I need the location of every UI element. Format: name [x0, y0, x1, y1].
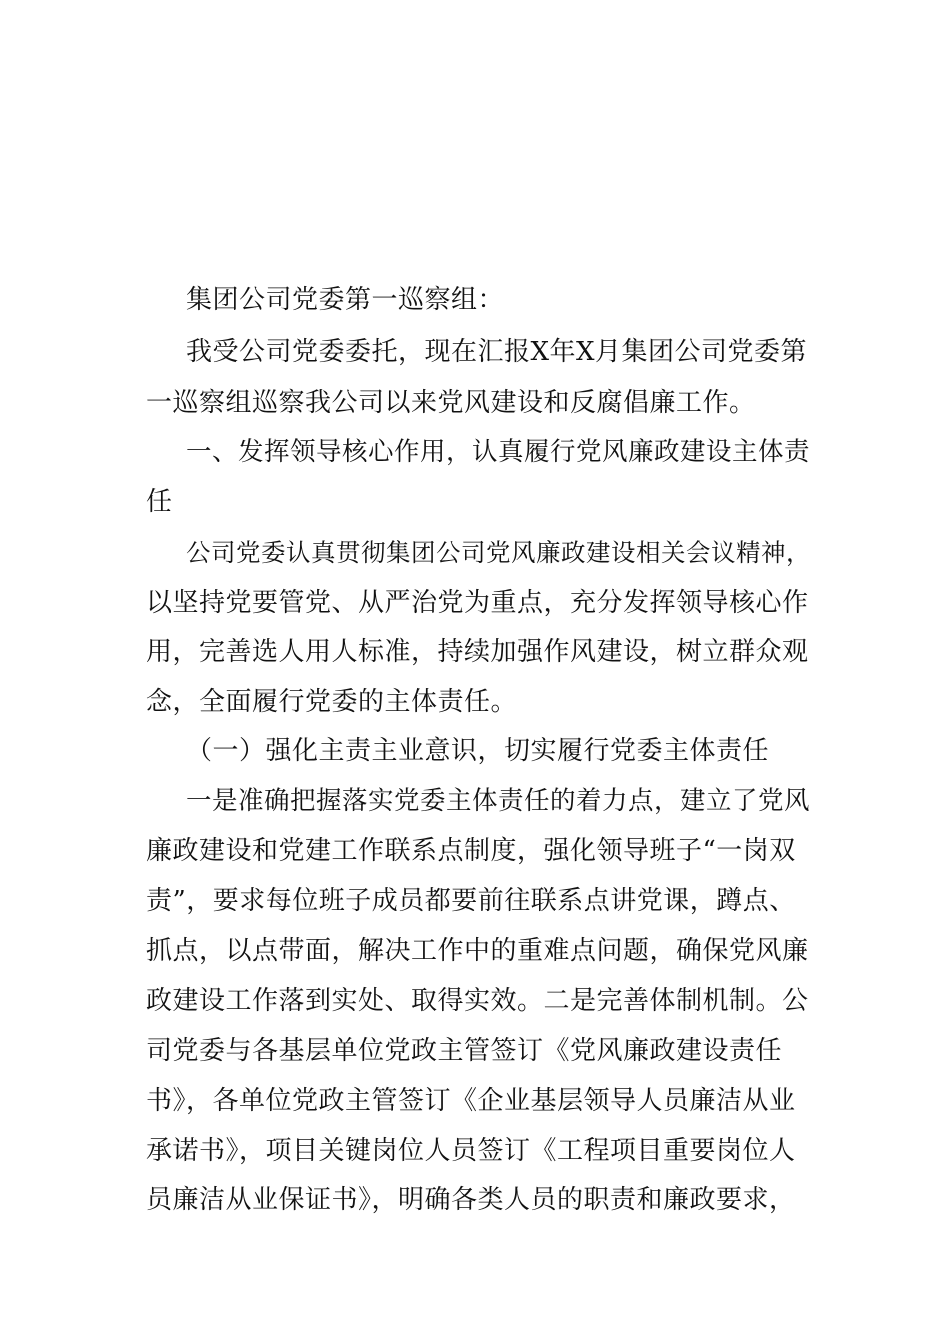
- body-line: 一巡察组巡察我公司以来党风建设和反腐倡廉工作。: [146, 388, 756, 418]
- body-line: 政建设工作落到实处、取得实效。二是完善体制机制。公: [146, 986, 809, 1016]
- body-line: 用，完善选人用人标准，持续加强作风建设，树立群众观: [146, 637, 809, 667]
- body-line: 司党委与各基层单位党政主管签订《党风廉政建设责任: [146, 1036, 783, 1066]
- body-line: 以坚持党要管党、从严治党为重点，充分发挥领导核心作: [146, 588, 809, 618]
- body-line: 抓点，以点带面，解决工作中的重难点问题，确保党风廉: [146, 936, 809, 966]
- salutation: 集团公司党委第一巡察组：: [186, 285, 505, 315]
- section-heading: 一、发挥领导核心作用，认真履行党风廉政建设主体责: [186, 437, 811, 467]
- body-line: 书》，各单位党政主管签订《企业基层领导人员廉洁从业: [146, 1086, 796, 1116]
- body-line: 一是准确把握落实党委主体责任的着力点，建立了党风: [186, 786, 811, 816]
- section-heading-cont: 任: [146, 487, 173, 517]
- body-line: 廉政建设和党建工作联系点制度，强化领导班子“一岗双: [146, 836, 796, 866]
- subsection-heading: （一）强化主责主业意识，切实履行党委主体责任: [186, 736, 770, 766]
- body-line: 公司党委认真贯彻集团公司党风廉政建设相关会议精神，: [186, 538, 811, 567]
- body-line: 承诺书》，项目关键岗位人员签订《工程项目重要岗位人: [146, 1136, 796, 1166]
- body-line: 责”，要求每位班子成员都要前往联系点讲党课，蹲点、: [146, 886, 796, 916]
- body-line: 念，全面履行党委的主体责任。: [146, 687, 518, 717]
- body-line: 我受公司党委委托，现在汇报X年X月集团公司党委第: [186, 337, 808, 367]
- body-line: 员廉洁从业保证书》，明确各类人员的职责和廉政要求，: [146, 1185, 796, 1215]
